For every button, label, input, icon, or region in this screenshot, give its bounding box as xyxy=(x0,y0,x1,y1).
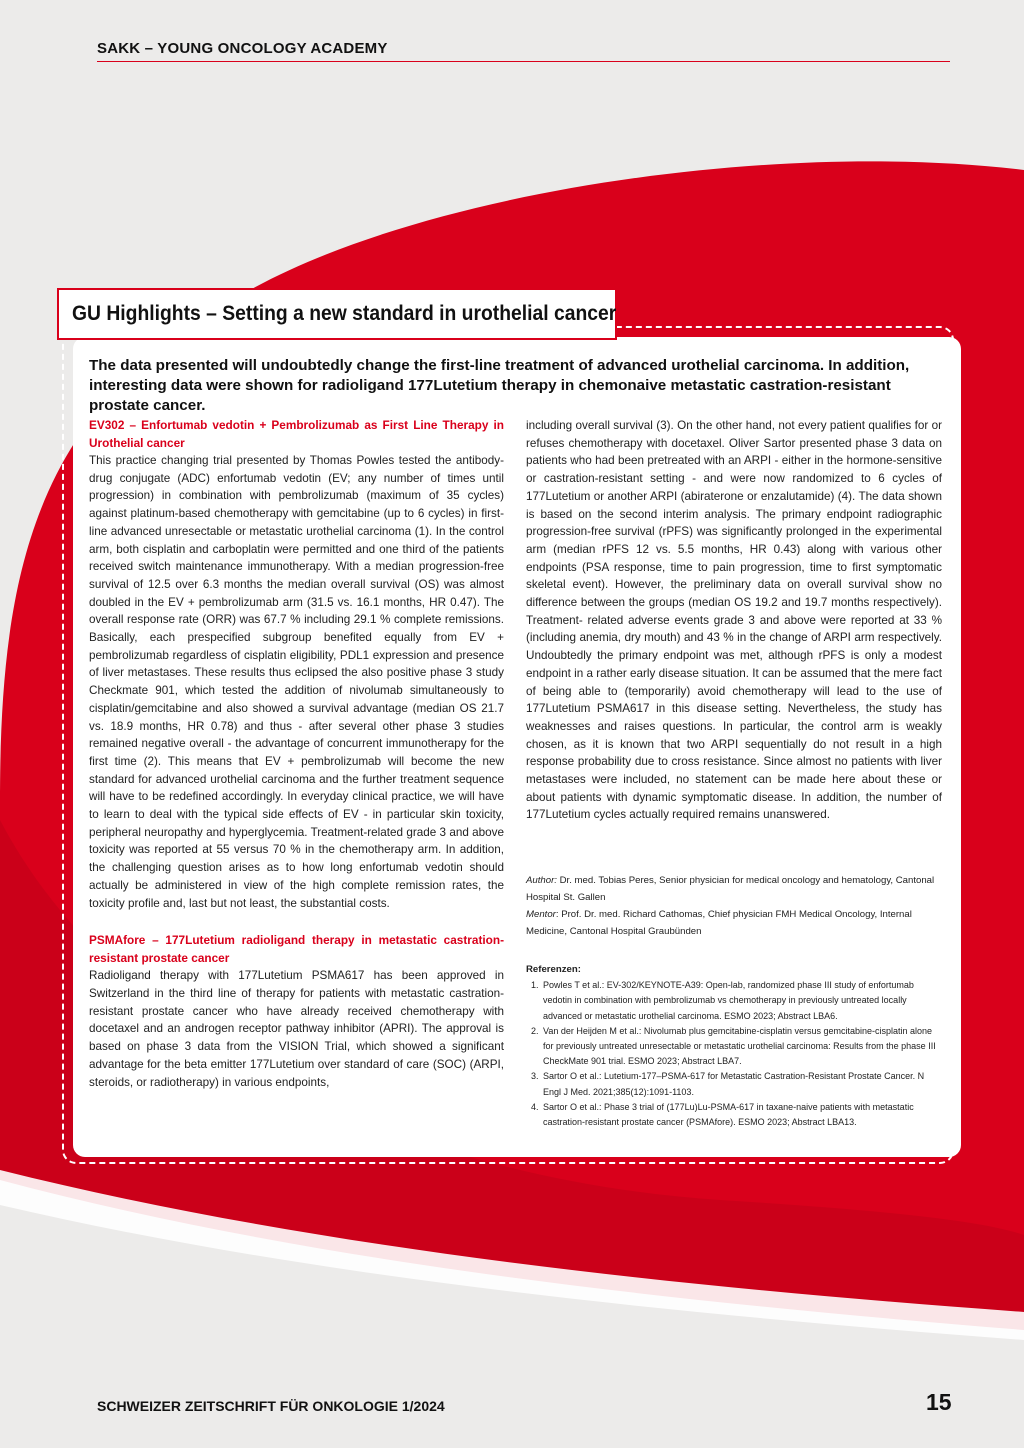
author-label: Author: xyxy=(526,875,557,886)
reference-item: 4. Sartor O et al.: Phase 3 trial of (177Lu)Lu-PSMA-617 in taxane-naive patients with metastatic castration-resistant prostate cancer (PSMAfore). ESMO 2023; Abstract LBA13. xyxy=(541,1100,942,1130)
section-body-psmafore-continued: including overall survival (3). On the other hand, not every patient qualifies for or refuses chemotherapy with docetaxel. Oliver Sartor presented phase 3 data on patients who had been pretreated with an ARPI - either in the hormone-sensitive or castration-resistant setting - and were now randomized to 6 cycles of 177Lutetium or another ARPI (abiraterone or enzalutamide) (4). The data shown is based on the second interim analysis. The primary endpoint radiographic progression-free survival (rPFS) was significantly prolonged in the experimental arm (median rPFS 12 vs. 5.5 months, HR 0.43) along with various other endpoints (PSA response, time to pain progression, time to first symptomatic skeletal event). However, the preliminary data on overall survival show no difference between the groups (median OS 19.2 and 19.7 months respectively). Treatment- related adverse events grade 3 and above were reported at 33 % (including anemia, dry mouth) and 43 % in the change of ARPI arm respectively. Undoubtedly the primary endpoint was met, although rPFS is only a modest endpoint in a rather early disease situation. It can be assumed that the mere fact of being able to (temporarily) avoid chemotherapy will lead to the use of 177Lutetium PSMA617 in this disease setting. Nevertheless, the study has weaknesses and raises questions. In particular, the control arm is weakly chosen, as it is known that two ARPI sequentially do not result in a high response probability due to cross resistance. Since almost no patients with liver metastases were included, no statement can be made here about these or about patients with dynamic symptomatic disease. In addition, the number of 177Lutetium cycles actually required remains unanswered. xyxy=(526,419,942,822)
reference-item: 1. Powles T et al.: EV-302/KEYNOTE-A39: Open-lab, randomized phase III study of enfortumab vedotin in combination with pembrolizumab vs chemotherapy in previously untreated locally advanced or metastatic urothelial carcinoma. ESMO 2023; Abstract LBA6. xyxy=(541,978,942,1024)
article-title-box xyxy=(57,288,617,340)
author-credits xyxy=(526,872,942,940)
section-body-ev302: This practice changing trial presented by Thomas Powles tested the antibody-drug conjugate (ADC) enfortumab vedotin (EV; any number of times until progression) in combination with pembrolizumab (maximum of 35 cycles) against platinum-based chemotherapy with gemcitabine (up to 6 cycles) in first-line advanced unresectable or metastatic urothelial carcinoma (1). In the control arm, both cisplatin and carboplatin were permitted and one third of the patients received switch maintenance immunotherapy. With a median progression-free survival of 12.5 over 6.3 months the median overall survival (OS) was almost doubled in the EV + pembrolizumab arm (31.5 vs. 16.1 months, HR 0.47). The overall response rate (ORR) was 67.7 % including 29.1 % complete remissions. Basically, each prespecified subgroup benefited equally from EV + pembrolizumab regardless of cisplatin eligibility, PDL1 expression and presence of liver metastases. These results thus eclipsed the also positive phase 3 study Checkmate 901, which tested the addition of nivolumab simultaneously to cisplatin/gemcitabine and also showed a survival advantage (median OS 21.7 vs. 18.9 months, HR 0.78) and thus - after several other phase 3 studies remained negative overall - the advantage of concurrent immunotherapy for the first time (2). This means that EV + pembrolizumab will become the new standard for advanced urothelial carcinoma and the further treatment sequence will have to be redefined accordingly. In everyday clinical practice, we will have to learn to deal with the typical side effects of EV - in particular skin toxicity, peripheral neuropathy and hyperglycemia. Treatment-related grade 3 and above toxicity was reported at 55 versus 70 % in the chemotherapy arm. In addition, the challenging question arises as to how long enfortumab vedotin should actually be administered in view of the high complete remission rates, the toxicity profile and, last but not least, the substantial costs. xyxy=(89,454,504,910)
reference-item: 3. Sartor O et al.: Lutetium-177–PSMA-617 for Metastatic Castration-Resistant Prostate Cancer. N Engl J Med. 2021;385(12):1091-1103. xyxy=(541,1069,942,1099)
left-column xyxy=(89,417,504,1091)
page-number: 15 xyxy=(926,1389,952,1415)
mentor-text: : Prof. Dr. med. Richard Cathomas, Chief physician FMH Medical Oncology, Internal Medicine, Cantonal Hospital Graubünden xyxy=(526,909,912,937)
article-lead: The data presented will undoubtedly change the first-line treatment of advanced urothelial carcinoma. In addition, interesting data were shown for radioligand 177Lutetium therapy in chemonaive metastatic castration-resistant prostate cancer. xyxy=(89,357,910,414)
section-body-psmafore: Radioligand therapy with 177Lutetium PSMA617 has been approved in Switzerland in the third line of therapy for patients with metastatic castration-resistant prostate cancer who have already received chemotherapy with docetaxel and an androgen receptor pathway inhibitor (APRI). The approval is based on phase 3 data from the VISION Trial, which showed a significant advantage for the beta emitter 177Lutetium over standard of care (SOC) (ARPI, steroids, or radiotherapy) in various endpoints, xyxy=(89,969,504,1089)
references-heading: Referenzen: xyxy=(526,964,581,975)
footer-journal: SCHWEIZER ZEITSCHRIFT FÜR ONKOLOGIE 1/2024 xyxy=(97,1398,445,1414)
section-gap xyxy=(89,912,504,932)
right-column xyxy=(526,417,942,824)
header-rule xyxy=(97,61,950,62)
references xyxy=(526,962,942,1130)
references-list xyxy=(526,978,942,1130)
author-line xyxy=(526,872,942,906)
mentor-label: Mentor xyxy=(526,909,556,920)
author-text: Dr. med. Tobias Peres, Senior physician for medical oncology and hematology, Cantonal Hospital St. Gallen xyxy=(526,875,935,903)
section-heading-psmafore: PSMAfore – 177Lutetium radioligand therapy in metastatic castration-resistant prostate cancer xyxy=(89,933,504,965)
mentor-line xyxy=(526,906,942,940)
reference-item: 2. Van der Heijden M et al.: Nivolumab plus gemcitabine-cisplatin versus gemcitabine-cisplatin alone for previously untreated unresectable or metastatic urothelial carcinoma: Results from the phase III CheckMate 901 trial. ESMO 2023; Abstract LBA7. xyxy=(541,1024,942,1070)
section-heading-ev302: EV302 – Enfortumab vedotin + Pembrolizumab as First Line Therapy in Urothelial cancer xyxy=(89,418,504,450)
running-header: SAKK – YOUNG ONCOLOGY ACADEMY xyxy=(97,40,388,57)
article-title: GU Highlights – Setting a new standard in urothelial cancer xyxy=(72,302,617,325)
